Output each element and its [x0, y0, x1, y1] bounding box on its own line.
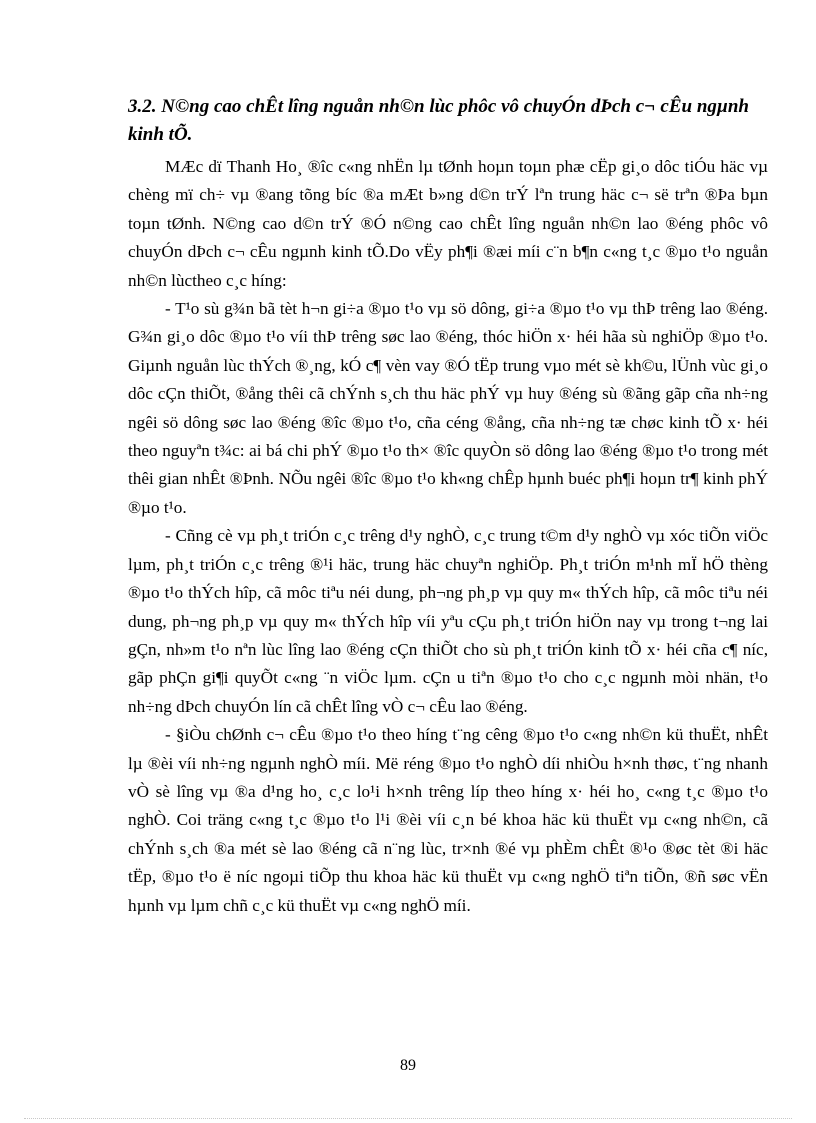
body-text [128, 153, 768, 920]
page-number: 89 [400, 1057, 416, 1074]
paragraph: MÆc dï Thanh Ho¸ ®îc c«ng nhËn lµ tØnh hoµn toµn phæ cËp gi¸o dôc tiÓu häc vµ chèng mï ch÷ vµ ®ang tõng bíc ®a mÆt b»ng d©n trÝ lªn trung häc c¬ së trªn ®Þa bµn toµn tØnh. N©ng cao d©n trÝ ®Ó n©ng cao chÊt lîng nguån nh©n lao ®éng phôc vô chuyÓn dÞch c¬ cÊu ngµnh kinh tÕ.Do vËy ph¶i ®æi míi c¨n b¶n c«ng t¸c ®µo t¹o nguån nh©n lùctheo c¸c híng: [128, 157, 768, 290]
paragraph: - T¹o sù g¾n bã tèt h¬n gi÷a ®µo t¹o vµ sö dông, gi÷a ®µo t¹o vµ thÞ trêng lao ®éng. G¾n gi¸o dôc ®µo t¹o víi thÞ trêng søc lao ®éng, thóc hiÖn x· héi hãa sù nghiÖp ®µo t¹o. Giµnh nguån lùc thÝch ®¸ng, kÓ c¶ vèn vay ®Ó tËp trung vµo mét sè kh©u, lÜnh vùc gi¸o dôc cÇn thiÕt, ®ång thêi cã chÝnh s¸ch thu häc phÝ vµ huy ®éng sù ®ãng gãp cña nh÷ng ngêi sö dông søc lao ®éng ®îc ®µo t¹o, cña céng ®ång, cña nh÷ng tæ chøc kinh tÕ x· héi theo nguyªn t¾c: ai bá chi phÝ ®µo t¹o th× ®îc quyÒn sö dông lao ®éng ®µo t¹o trong mét thêi gian nhÊt ®Þnh. NÕu ngêi ®îc ®µo t¹o kh«ng chÊp hµnh buéc ph¶i hoµn tr¶ kinh phÝ ®µo t¹o. [128, 299, 768, 517]
paragraph: - Cñng cè vµ ph¸t triÓn c¸c trêng d¹y nghÒ, c¸c trung t©m d¹y nghÒ vµ xóc tiÕn viÖc lµm, ph¸t triÓn c¸c trêng ®¹i häc, trung häc chuyªn nghiÖp. Ph¸t triÓn m¹nh mÏ hÖ thèng ®µo t¹o thÝch hîp, cã môc tiªu néi dung, ph¬ng ph¸p vµ quy m« thÝch hîp, cã môc tiªu néi dung, ph¬ng ph¸p vµ quy m« thÝch hîp víi yªu cÇu ph¸t triÓn hiÖn nay vµ trong t¬ng lai gÇn, nh»m t¹o nªn lùc lîng lao ®éng cÇn thiÕt cho sù ph¸t triÓn kinh tÕ x· héi cña c¶ níc, gãp phÇn gi¶i quyÕt c«ng ¨n viÖc lµm. cÇn u tiªn ®µo t¹o cho c¸c ngµnh mòi nhän, t¹o nh÷ng dÞch chuyÓn lín cã chÊt lîng vÒ c¬ cÊu lao ®éng. [128, 526, 768, 716]
section-heading: 3.2. N©ng cao chÊt lîng nguån nh©n lùc phôc vô chuyÓn dÞch c¬ cÊu ngµnh kinh tÕ. [128, 96, 749, 145]
footer-divider [24, 1118, 792, 1119]
paragraph: - §iÒu chØnh c¬ cÊu ®µo t¹o theo híng t¨ng cêng ®µo t¹o c«ng nh©n kü thuËt, nhÊt lµ ®èi víi nh÷ng ngµnh nghÒ míi. Më réng ®µo t¹o nghÒ díi nhiÒu h×nh thøc, t¨ng nhanh vÒ sè lîng vµ ®a d¹ng ho¸ c¸c lo¹i h×nh trêng líp theo híng x· héi ho¸ c«ng t¸c ®µo t¹o nghÒ. Coi träng c«ng t¸c ®µo t¹o l¹i ®èi víi c¸n bé khoa häc kü thuËt vµ c«ng nh©n, cã chÝnh s¸ch ®a mét sè lao ®éng cã n¨ng lùc, tr×nh ®é vµ phÈm chÊt ®¹o ®øc tèt ®i häc tËp, ®µo t¹o ë níc ngoµi tiÕp thu khoa häc kü thuËt vµ c«ng nghÖ tiªn tiÕn, ®ñ søc vËn hµnh vµ lµm chñ c¸c kü thuËt vµ c«ng nghÖ míi. [128, 725, 768, 915]
